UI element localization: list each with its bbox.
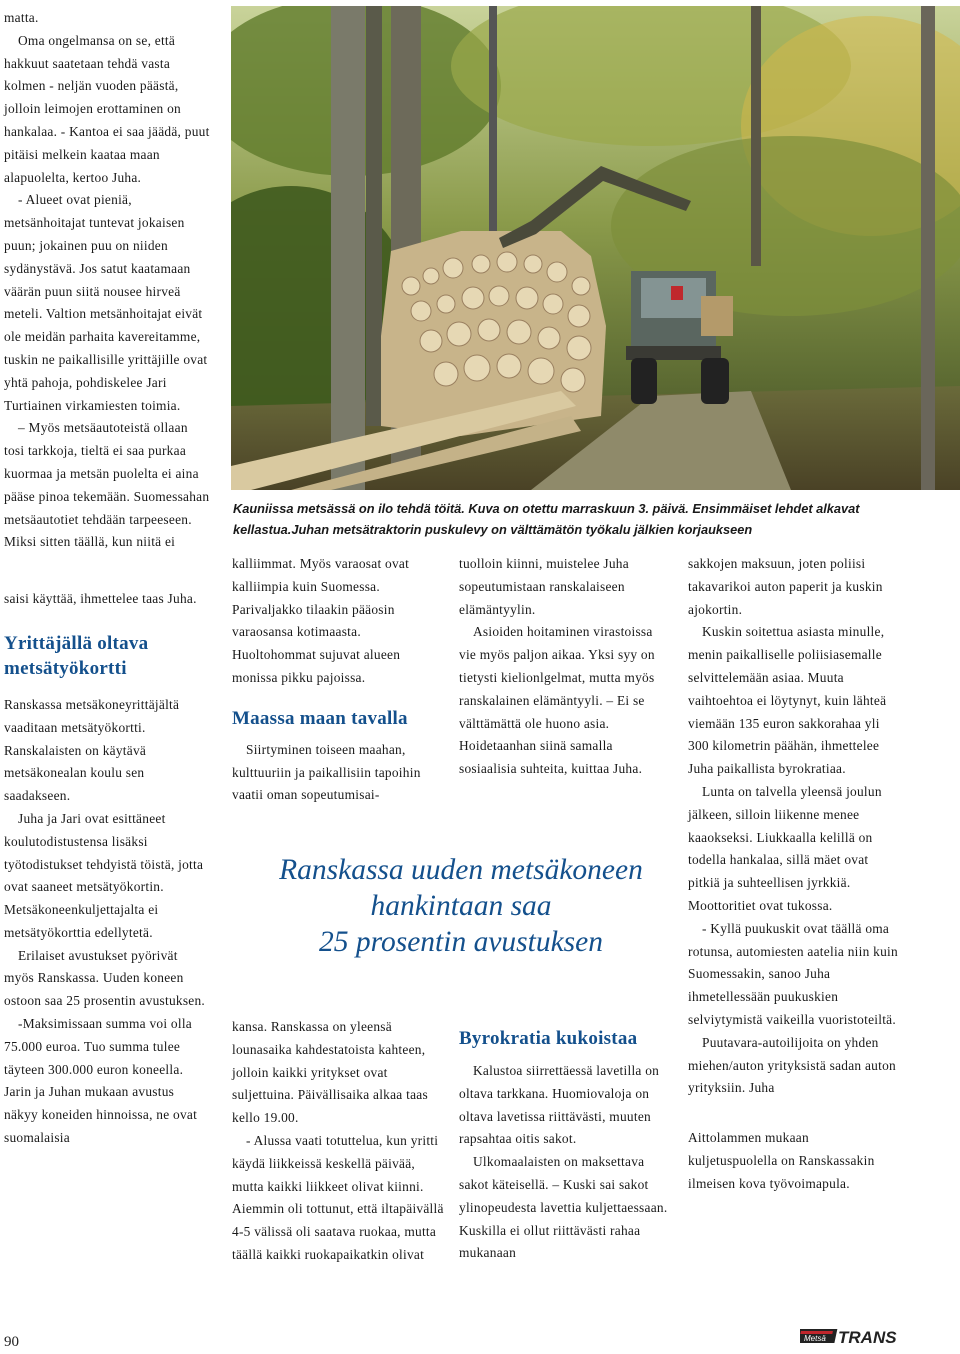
paragraph: Oma ongelmansa on se, että hakkuut saatetaan tehdä vasta kolmen - neljän vuoden päästä, jolloin leimojen erottaminen on hankalaa. - Kantoa ei saa jäädä, puut pitäisi melkein kaataa maan alapuolelta, kertoo Juha.: [4, 32, 210, 185]
logo-mark: [800, 1326, 900, 1346]
article-column-3-bottom: [459, 1026, 671, 1265]
paragraph: Asioiden hoitaminen virastoissa vie myös paljon aikaa. Yksi syy on tietysti kielionlgelmat, mutta myös ranskalainen elämäntyyli. – Ei se välttämättä ole huono asia. Hoidetaanhan siinä samalla sosiaalisia suhteita, kuittaa Juha.: [459, 624, 655, 777]
paragraph: Kuskin soitettua asiasta minulle, menin paikalliselle poliisiasemalle selvittelemään asiaa. Muuta vaihtoehtoa ei löytynyt, kuin lähteä viemään 135 euron sakkorahaa yli 300 kilometrin päähän, ihmettelee Juha paikallista byrokratiaa.: [688, 624, 887, 777]
paragraph: -Maksimissaan summa voi olla 75.000 euroa. Tuo summa tulee täyteen 300.000 euron koneella. Jarin ja Juhan mukaan avustus näkyy koneiden hinnoissa, ne ovat suomalaisia: [4, 1016, 198, 1146]
paragraph: Juha ja Jari ovat esittäneet koulutodistustensa lisäksi työtodistukset tehdyistä töistä, jotta ovat saaneet metsätyökortin. Metsäkoneenkuljettajalta ei metsätyökorttia edellytetä.: [4, 810, 204, 940]
article-column-1: [4, 7, 211, 1150]
paragraph: – Myös metsäautoteistä ollaan tosi tarkkoja, tieltä ei saa purkaa kuormaa ja metsän puolelta ei aina pääse pinoa tekemään. Suomessahan metsäautotiet tehdään tarpeeseen. Miksi sitten täällä, kun niitä ei: [4, 420, 210, 550]
pull-quote-line: 25 prosentin avustuksen: [318, 926, 604, 958]
page-number: 90: [4, 1334, 19, 1350]
section-heading: Byrokratia kukoistaa: [459, 1028, 638, 1049]
article-column-4: [688, 553, 900, 1196]
section-heading: Yrittäjällä oltava metsätyökortti: [4, 632, 149, 679]
paragraph: saisi käyttää, ihmettelee taas Juha.: [4, 591, 197, 607]
paragraph: Ulkomaalaisten on maksettava sakot käteisellä. – Kuski sai sakot ylinopeudesta lavettia kuljettaessaan. Kuskilla ei ollut riittävästi rahaa mukanaan: [459, 1154, 668, 1261]
paragraph: Kalustoa siirrettäessä lavetilla on oltava tarkkana. Huomiovaloja on oltava lavetissa riittävästi, muuten rapsahtaa oitis sakot.: [459, 1063, 660, 1147]
paragraph: - Kyllä puukuskit ovat täällä oma rotunsa, automiesten aatelia niin kuin Suomessakin, sanoo Juha ihmetellessään puukuskien selviytymistä vaikeilla vuoristoteiltä.: [688, 920, 898, 1027]
pull-quote-line: Ranskassa uuden metsäkoneen: [279, 854, 643, 886]
logo-text: TRANS: [838, 1328, 897, 1346]
photo-illustration: [231, 6, 960, 490]
paragraph: Siirtyminen toiseen maahan, kulttuuriin ja paikallisiin tapoihin vaatii oman sopeutumisai-: [232, 741, 421, 803]
paragraph: - Alueet ovat pieniä, metsänhoitajat tuntevat jokaisen puun; jokainen puu on niiden sydänystävä. Jos satut kaatamaan väärän puun siitä nousee hirveä meteli. Valtion metsänhoitajat eivät ole meidän parhaita kavereitamme, tuskin ne paikallisille yrittäjille ovat yhtä pahoja, pohdiskelee Jari Turtiainen virkamiesten toimia.: [4, 192, 208, 413]
paragraph: kansa. Ranskassa on yleensä lounasaika kahdestatoista kahteen, jolloin kaikki yritykset ovat suljettuina. Päivällisaika alkaa taas kello 19.00.: [232, 1019, 428, 1126]
article-column-2-top: [232, 553, 444, 807]
paragraph: Lunta on talvella yleensä joulun jälkeen, silloin liikenne menee kaaokseksi. Liukkaalla kelillä on todella hankalaa, sillä mäet ovat pitkiä ja suhteellisen jyrkkiä. Moottoritiet ovat tukossa.: [688, 783, 882, 913]
metsatrans-logo: [800, 1326, 900, 1346]
paragraph: Puutavara-autoilijoita on yhden miehen/auton yrityksistä sadan auton yrityksiin. Juha: [688, 1034, 896, 1096]
pull-quote-line: hankintaan saa: [370, 890, 552, 922]
photo-caption: Kauniissa metsässä on ilo tehdä töitä. Kuva on otettu marraskuun 3. päivä. Ensimmäiset lehdet alkavat kellastua.Juhan metsätraktorin puskulevy on välttämätön työkalu jälkien korjaukseen: [233, 501, 860, 537]
forest-harvester-photo: [231, 6, 960, 490]
paragraph: kalliimmat. Myös varaosat ovat kalliimpia kuin Suomessa. Parivaljakko tilaakin pääosin varaosansa kotimaasta. Huoltohommat sujuvat alueen monissa pikku pajoissa.: [232, 556, 410, 685]
paragraph: tuolloin kiinni, muistelee Juha sopeutumistaan ranskalaiseen elämäntyylin.: [459, 556, 629, 617]
logo-prefix: Metsä: [804, 1334, 826, 1343]
section-heading: Maassa maan tavalla: [232, 707, 408, 729]
paragraph: Ranskassa metsäkoneyrittäjältä vaaditaan metsätyökortti. Ranskalaisten on käytävä metsäkonealan koulu sen saadakseen.: [4, 696, 180, 804]
pull-quote: [232, 852, 690, 960]
paragraph: sakkojen maksuun, joten poliisi takavarikoi auton paperit ja kuskin ajokortin.: [688, 556, 883, 617]
paragraph: Erilaiset avustukset pyörivät myös Ranskassa. Uuden koneen ostoon saa 25 prosentin avustuksen.: [4, 947, 206, 1009]
paragraph: - Alussa vaati totuttelua, kun yritti käydä liikkeissä keskellä päivää, mutta kaikki liikkeet olivat kiinni. Aiemmin oli tottunut, että iltapäivällä 4-5 välissä oli saatava ruokaa, mutta täällä kaikki ruokapaikatkin olivat: [232, 1132, 444, 1262]
paragraph: matta.: [4, 10, 39, 25]
paragraph: Aittolammen mukaan kuljetuspuolella on Ranskassakin ilmeisen kova työvoimapula.: [688, 1130, 875, 1191]
article-column-3-top: [459, 553, 671, 781]
article-column-2-bottom: [232, 1016, 444, 1267]
